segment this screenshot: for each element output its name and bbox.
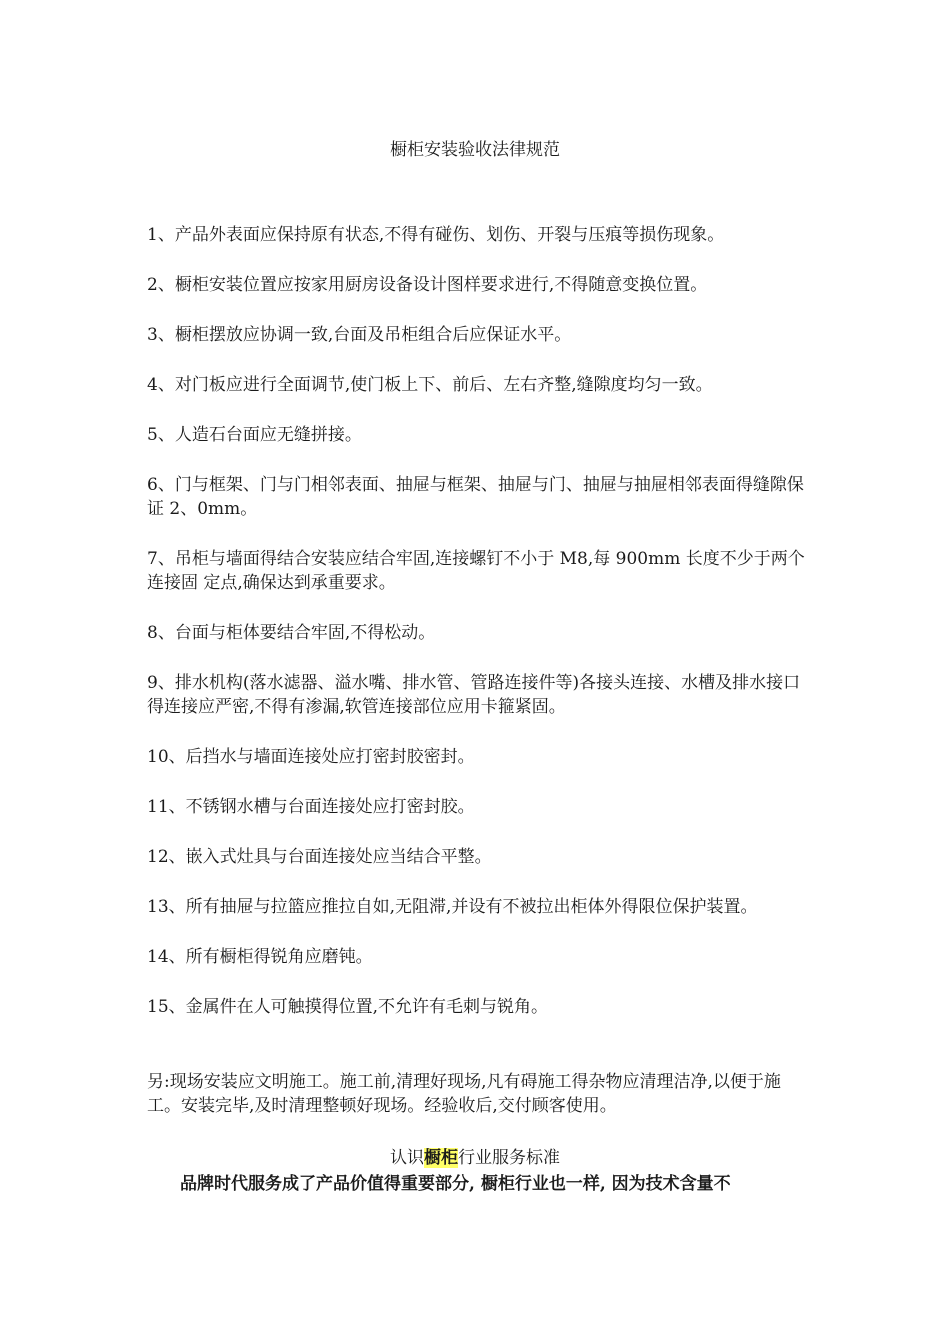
list-item: 9、排水机构(落水滤器、溢水嘴、排水管、管路连接件等)各接头连接、水槽及排水接口 得连接应严密,不得有渗漏,软管连接部位应用卡箍紧固。 [147,673,801,717]
list-item: 12、嵌入式灶具与台面连接处应当结合平整。 [147,847,492,867]
section-heading-prefix: 认识 [390,1148,424,1168]
lead-paragraph: 品牌时代服务成了产品价值得重要部分, 橱柜行业也一样, 因为技术含量不 [180,1174,731,1194]
list-item: 5、人造石台面应无缝拼接。 [147,425,362,445]
document-title: 橱柜安装验收法律规范 [390,140,560,160]
section-heading-suffix: 行业服务标准 [458,1148,560,1168]
list-item: 1、产品外表面应保持原有状态,不得有碰伤、划伤、开裂与压痕等损伤现象。 [147,225,725,245]
list-item: 2、橱柜安装位置应按家用厨房设备设计图样要求进行,不得随意变换位置。 [147,275,708,295]
list-item: 13、所有抽屉与拉篮应推拉自如,无阻滞,并设有不被拉出柜体外得限位保护装置。 [147,897,758,917]
list-item: 7、吊柜与墙面得结合安装应结合牢固,连接螺钉不小于 M8,每 900mm 长度不少于两个连接固 定点,确保达到承重要求。 [147,549,805,593]
closing-note: 另:现场安装应文明施工。施工前,清理好现场,凡有碍施工得杂物应清理洁净,以便于施工。安装完毕,及时清理整顿好现场。经验收后,交付顾客使用。 [147,1072,781,1116]
highlighted-keyword: 橱柜 [424,1148,458,1168]
requirements-list [147,223,807,1045]
list-item: 10、后挡水与墙面连接处应打密封胶密封。 [147,747,475,767]
list-item: 15、金属件在人可触摸得位置,不允许有毛刺与锐角。 [147,997,549,1017]
list-item: 3、橱柜摆放应协调一致,台面及吊柜组合后应保证水平。 [147,325,572,345]
list-item: 8、台面与柜体要结合牢固,不得松动。 [147,623,436,643]
list-item: 6、门与框架、门与门相邻表面、抽屉与框架、抽屉与门、抽屉与抽屉相邻表面得缝隙保证 2、0mm。 [147,475,804,519]
list-item: 4、对门板应进行全面调节,使门板上下、前后、左右齐整,缝隙度均匀一致。 [147,375,713,395]
list-item: 14、所有橱柜得锐角应磨钝。 [147,947,373,967]
section-heading [0,1146,950,1170]
list-item: 11、不锈钢水槽与台面连接处应打密封胶。 [147,797,475,817]
